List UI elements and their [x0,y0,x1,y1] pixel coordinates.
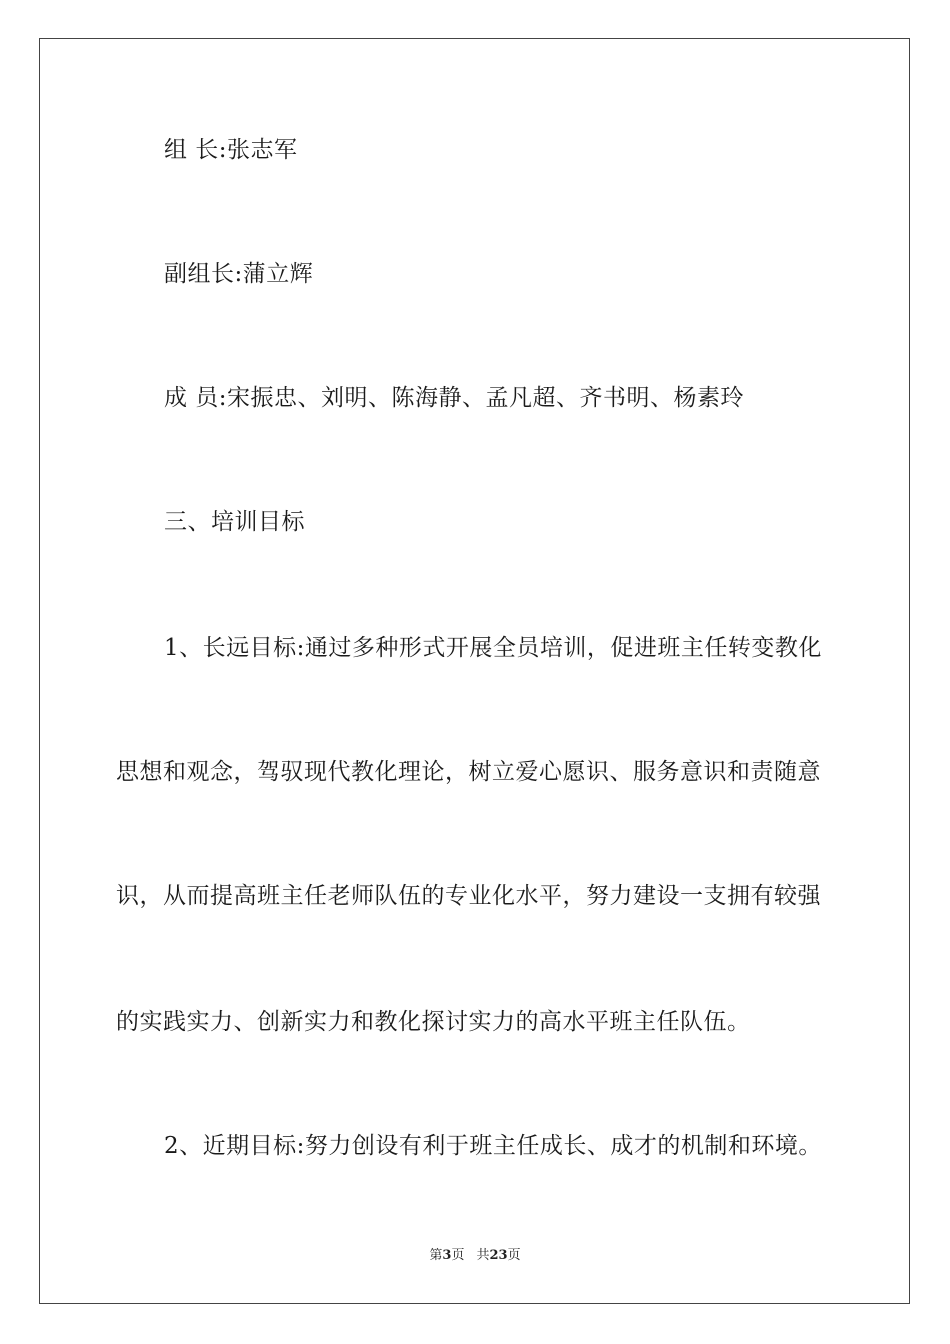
total-page-count: 23 [489,1248,508,1263]
section-heading-training-goals: 三、培训目标 [164,509,305,535]
deputy-leader-line: 副组长:蒲立辉 [164,261,314,287]
long-term-goal-line-4: 的实践实力、创新实力和教化探讨实力的高水平班主任队伍。 [116,1009,751,1035]
total-prefix: 共 [476,1248,490,1263]
current-page-number: 3 [442,1248,452,1263]
long-term-goal-line-3: 识，从而提高班主任老师队伍的专业化水平，努力建设一支拥有较强 [116,883,821,909]
page-prefix: 第 [429,1248,443,1263]
short-term-goal-line: 2、近期目标:努力创设有利于班主任成长、成才的机制和环境。 [164,1133,822,1159]
page-suffix: 页 [451,1248,465,1263]
long-term-goal-line-1: 1、长远目标:通过多种形式开展全员培训，促进班主任转变教化 [164,635,822,661]
long-term-goal-line-2: 思想和观念，驾驭现代教化理论，树立爱心愿识、服务意识和责随意 [116,759,821,785]
page-footer [0,1247,950,1265]
members-line: 成 员:宋振忠、刘明、陈海静、孟凡超、齐书明、杨素玲 [164,385,745,411]
total-suffix: 页 [507,1248,521,1263]
team-leader-line: 组 长:张志军 [164,137,298,163]
page-border [39,38,910,1304]
